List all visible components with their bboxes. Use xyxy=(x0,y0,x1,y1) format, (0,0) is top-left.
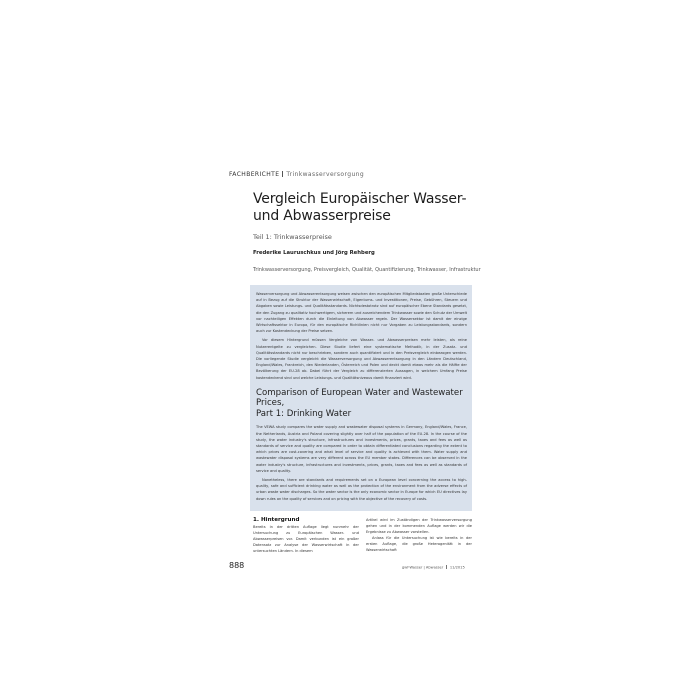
subsection-label: Trinkwasserversorgung xyxy=(286,171,365,178)
article-authors: Frederike Lauruschkus und Jörg Rehberg xyxy=(253,250,375,256)
body-right-paragraph-1: Artikel wird im Zuständigen der Trinkwasserversorgung gehen und in der kommenden Auflage werden wir die Ergebnisse zu Abwasser vorstellen. xyxy=(366,518,472,534)
abstract-german-paragraph-1: Wasserversorgung und Abwasserentsorgung weisen zwischen den europäischen Mitgliedstaaten große Unterschiede auf in Bezug auf die Struktur der Wasserwirtschaft, Eigentums- und Investitionen, Preise, Gebühren, Steuern und Abgaben sowie Leistungs- und Qualitätsstandards. Nichtsdestotrotz sind auf europäischer Ebene Standards gesetzt, die den Zugang zu qualitativ hochwertigem, sicherem und ausreichendem Trinkwasser sowie den Schutz der Umwelt vor nachteiligen Effekten durch die Einleitung von Abwasser regeln. Der Wassersektor ist damit der einzige Wirtschaftssektor in Europa, für den europäische Richtlinien nicht nur Vorgaben zu Leistungsstandards, sondern auch zur Kostendeckung der Preise setzen. xyxy=(256,292,467,334)
page-number: 888 xyxy=(229,561,245,570)
body-column-right xyxy=(366,518,472,553)
section-label: FACHBERICHTE xyxy=(229,171,280,178)
journal-footer xyxy=(402,565,465,570)
article-subtitle: Teil 1: Trinkwasserpreise xyxy=(253,233,332,241)
journal-issue: 11/2015 xyxy=(449,565,465,570)
article-title xyxy=(253,191,483,225)
running-head xyxy=(229,171,364,178)
footer-divider xyxy=(446,565,447,569)
article-title-line-1: Vergleich Europäischer Wasser- xyxy=(253,191,467,207)
abstract-english-paragraph-2: Nonetheless, there are standards and requirements set on a European level concerning the access to high-quality, safe and sufficient drinking water as well as the protection of the environment from the adverse effects of urban waste water discharges. So the water sector is the only economic sector in Europe for which EU directives lay down rules on the quality of services and on pricing with the objective of the recovery of costs. xyxy=(256,477,467,501)
article-title-line-2: und Abwasserpreise xyxy=(253,208,391,224)
running-head-divider xyxy=(282,171,283,177)
english-title-line-1: Comparison of European Water and Wastewater Prices, xyxy=(256,387,463,409)
english-title xyxy=(256,388,467,420)
abstract-english-paragraph-1: The VEWA study compares the water supply and wastewater disposal systems in Germany, England/Wales, France, the Netherlands, Austria and Poland covering slightly over half of the population of the EU-28. In the course of the study, the water industry's structure, infrastructures and investments, prices, grants, taxes and fees as well as standards of service and quality are compared in order to obtain differentiated conclusions regarding the extent to which prices are cost-covering and what level of service and quality is achieved with them. Water supply and wastewater disposal systems are very different across the EU member states. Differences can be observed in the water industry's structure, infrastructures and investments, prices, grants, taxes and fees as well as standards of service and quality. xyxy=(256,425,467,473)
abstract-german-paragraph-2: Vor diesem Hintergrund müssen Vergleiche von Wasser- und Abwasserpreisen mehr leisten, als reine Nutzerentgelte zu vergleichen. Diese Studie liefert eine systematische Methodik, in der Zusatz- und Qualitätsstandards nicht nur beschrieben, sondern auch quantifiziert und in den Preisvergleich einbezogen werden. Die vorliegende Studie vergleicht die Wasserversorgung und Abwasserentsorgung in den Ländern Deutschland, England/Wales, Frankreich, den Niederlanden, Österreich und Polen und deckt damit etwas mehr als die Hälfte der Bevölkerung der EU-28 ab. Dabei führt der Vergleich zu differenzierten Aussagen, in welchem Umfang Preise kostendeckend sind und welche Leistungs- und Qualitätsniveaus damit finanziert wird. xyxy=(256,338,467,380)
article-keywords: Trinkwasserversorgung, Preisvergleich, Qualität, Quantifizierung, Trinkwasser, Infrastruktur xyxy=(253,267,481,273)
section-heading: 1. Hintergrund xyxy=(253,517,300,523)
body-right-paragraph-2: Anlass für die Untersuchung ist wie bereits in der ersten Auflage, die große Heterogenität in der Wasserwirtschaft xyxy=(366,535,472,552)
english-title-line-2: Part 1: Drinking Water xyxy=(256,408,352,419)
abstract-box xyxy=(250,285,472,511)
body-column-left xyxy=(253,525,359,555)
body-left-paragraph: Bereits in der dritten Auflage liegt nunmehr der Untersuchung zu Europäischen Wasser- und Abwasserpreisen vor. Damit verbunden ist ein großer Datensatz zur Analyse der Wasserwirtschaft in der untersuchten Ländern. In diesem xyxy=(253,525,359,553)
journal-name: gwf-Wasser | Abwasser xyxy=(402,565,444,570)
